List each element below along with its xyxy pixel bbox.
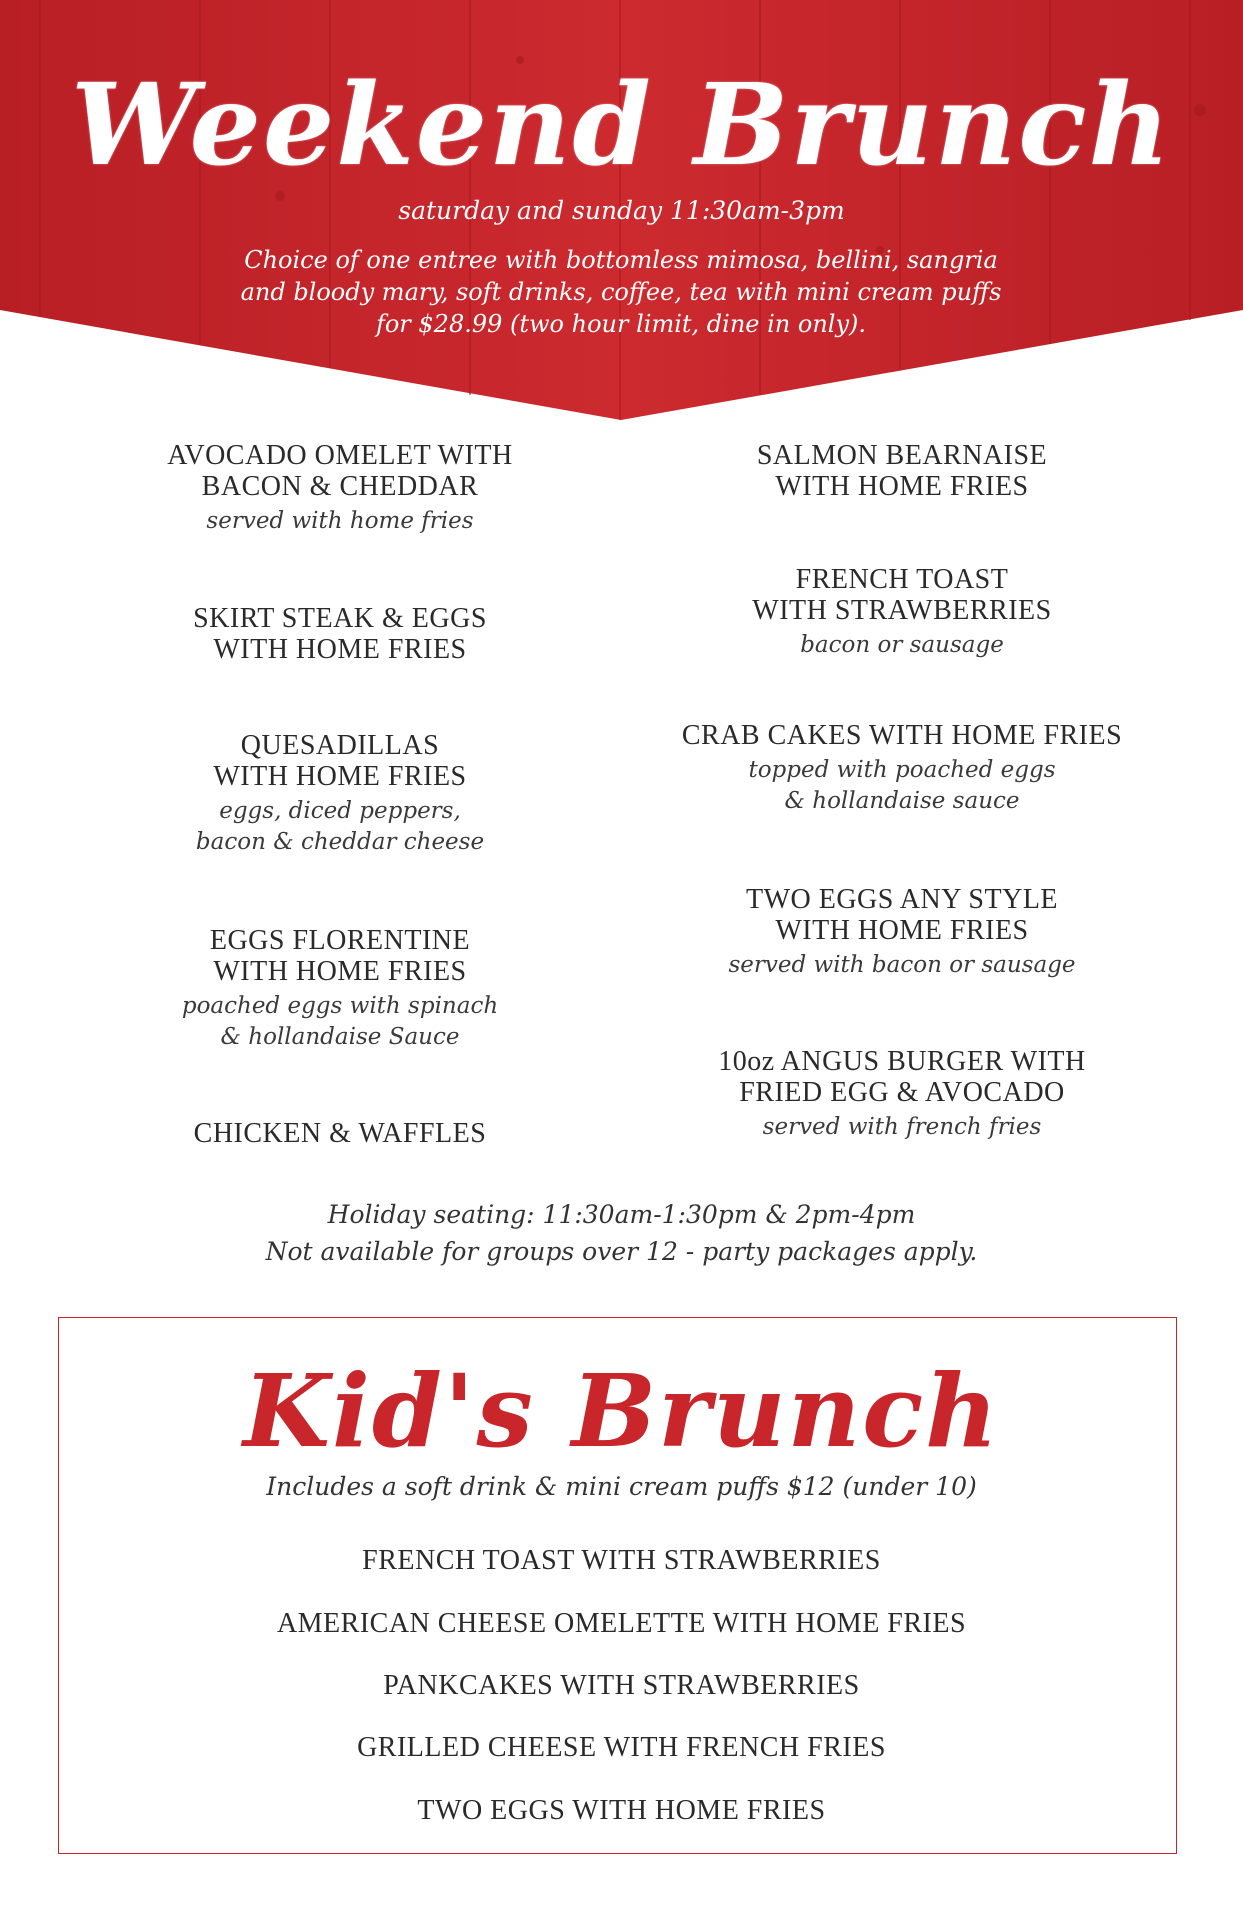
group-size-note: Not available for groups over 12 - party packages apply. xyxy=(265,1237,978,1266)
menu-item-desc: topped with poached eggs & hollandaise sauce xyxy=(748,757,1056,814)
menu-item xyxy=(60,440,620,537)
kids-menu-item: PANKCAKES WITH STRAWBERRIES xyxy=(383,1670,860,1701)
menu-item xyxy=(60,730,620,858)
menu-item xyxy=(60,603,620,665)
menu-item-name: AVOCADO OMELET WITH BACON & CHEDDAR xyxy=(167,440,513,502)
menu-item-desc: poached eggs with spinach & hollandaise Sauce xyxy=(181,993,499,1050)
menu-item xyxy=(622,440,1182,502)
kids-menu-item: TWO EGGS WITH HOME FRIES xyxy=(417,1795,826,1826)
menu-item-name: EGGS FLORENTINE WITH HOME FRIES xyxy=(209,925,471,987)
menu-item-desc: bacon or sausage xyxy=(800,632,1004,658)
kids-brunch-subtitle: Includes a soft drink & mini cream puffs $12 (under 10) xyxy=(266,1472,977,1501)
menu-item xyxy=(60,1118,620,1149)
menu-notes xyxy=(0,1196,1243,1270)
menu-item-name: CHICKEN & WAFFLES xyxy=(193,1118,487,1149)
kids-menu-item: FRENCH TOAST WITH STRAWBERRIES xyxy=(362,1545,881,1576)
menu-item-name: QUESADILLAS WITH HOME FRIES xyxy=(213,730,467,792)
kids-brunch-title: Kid's Brunch xyxy=(243,1352,1000,1470)
menu-item-name: 10oz ANGUS BURGER WITH FRIED EGG & AVOCADO xyxy=(718,1046,1086,1108)
menu-item xyxy=(60,925,620,1053)
menu-item-desc: served with bacon or sausage xyxy=(728,952,1076,978)
page-title: Weekend Brunch xyxy=(71,60,1172,191)
menu-item-name: SALMON BEARNAISE WITH HOME FRIES xyxy=(756,440,1048,502)
menu-item-desc: served with home fries xyxy=(206,508,474,534)
menu-item xyxy=(622,884,1182,981)
menu-item-name: SKIRT STEAK & EGGS WITH HOME FRIES xyxy=(193,603,487,665)
kids-menu-item: GRILLED CHEESE WITH FRENCH FRIES xyxy=(357,1732,886,1763)
menu-item xyxy=(622,564,1182,661)
menu-item xyxy=(622,1046,1182,1143)
brunch-schedule: saturday and sunday 11:30am-3pm xyxy=(398,196,845,225)
menu-item-name: TWO EGGS ANY STYLE WITH HOME FRIES xyxy=(745,884,1059,946)
menu-item-desc: eggs, diced peppers, bacon & cheddar cheese xyxy=(195,798,485,855)
menu-item xyxy=(622,720,1182,817)
menu-item-name: FRENCH TOAST WITH STRAWBERRIES xyxy=(752,564,1052,626)
menu-item-name: CRAB CAKES WITH HOME FRIES xyxy=(681,720,1123,751)
kids-menu-item: AMERICAN CHEESE OMELETTE WITH HOME FRIES xyxy=(276,1608,967,1639)
brunch-description: Choice of one entree with bottomless mimosa, bellini, sangria and bloody mary, soft drinks, coffee, tea with mini cream puffs for $28.99 (two hour limit, dine in only). xyxy=(240,246,1002,338)
holiday-seating-note: Holiday seating: 11:30am-1:30pm & 2pm-4pm xyxy=(327,1200,916,1229)
menu-item-desc: served with french fries xyxy=(762,1114,1042,1140)
